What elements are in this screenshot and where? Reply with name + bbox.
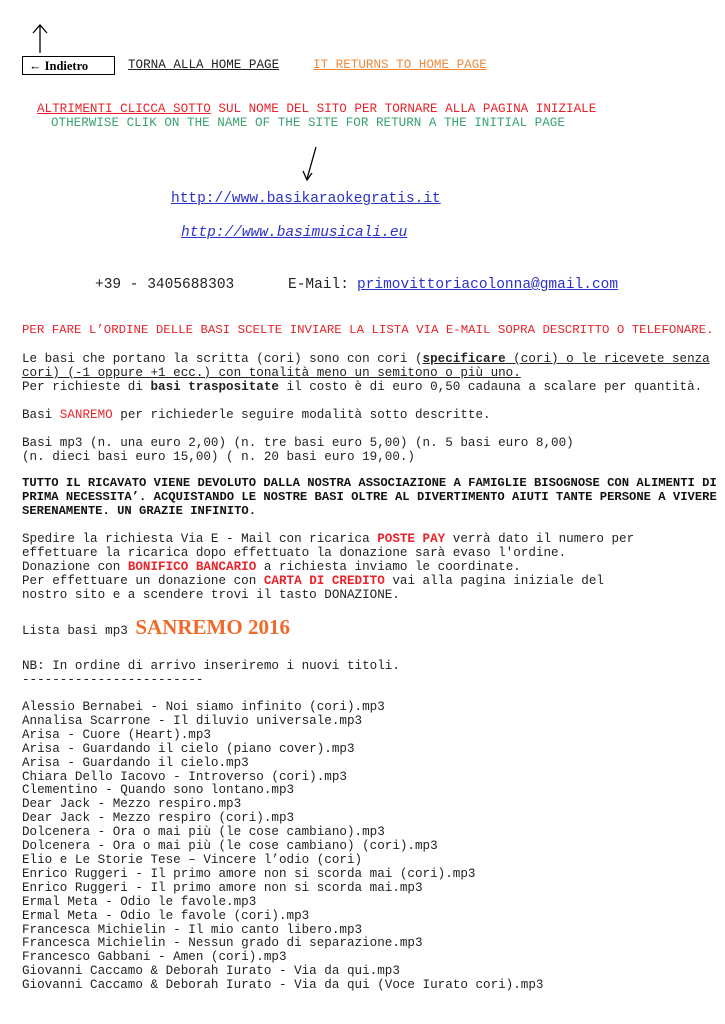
cori-text-b: (cori) o le ricevete senza: [505, 352, 710, 366]
transp-bold: basi traspositate: [150, 380, 279, 394]
up-arrow-icon: [30, 22, 50, 54]
list-item: Enrico Ruggeri - Il primo amore non si scorda mai.mp3: [22, 880, 423, 895]
transp-b: il costo è di euro 0,50 cadauna a scalare per quantità.: [278, 380, 703, 394]
list-item: Arisa - Cuore (Heart).mp3: [22, 727, 211, 742]
charity-line1: TUTTO IL RICAVATO VIENE DEVOLUTO DALLA NOSTRA ASSOCIAZIONE A FAMIGLIE BISOGNOSE CON ALIMENTI DI: [22, 476, 717, 490]
list-item: Alessio Bernabei - Noi siamo infinito (cori).mp3: [22, 700, 385, 714]
prices-line1: Basi mp3 (n. una euro 2,00) (n. tre basi euro 5,00) (n. 5 basi euro 8,00): [22, 436, 574, 450]
sanremo-red: SANREMO: [59, 408, 113, 422]
sanremo-title: SANREMO 2016: [135, 615, 290, 639]
list-item: Ermal Meta - Odio le favole.mp3: [22, 894, 257, 909]
phone-number: +39 - 3405688303: [95, 277, 235, 293]
bonifico-bold: BONIFICO BANCARIO: [127, 560, 257, 574]
cc-b: vai alla pagina iniziale del: [384, 574, 604, 588]
list-item: Francesco Gabbani - Amen (cori).mp3: [22, 950, 287, 965]
list-item: Francesca Michielin - Nessun grado di separazione.mp3: [22, 936, 423, 951]
transp-a: Per richieste di: [22, 380, 151, 394]
down-arrow-icon: [300, 145, 322, 183]
home-link-en[interactable]: IT RETURNS TO HOME PAGE: [313, 58, 487, 72]
bonifico-line: [22, 561, 521, 575]
list-item: Francesca Michielin - Il mio canto libero.mp3: [22, 922, 363, 937]
back-button[interactable]: ← Indietro: [22, 56, 115, 75]
list-item: Annalisa Scarrone - Il diluvio universale.mp3: [22, 713, 363, 728]
list-item: Enrico Ruggeri - Il primo amore non si scorda mai (cori).mp3: [22, 866, 476, 881]
instruction-it-rest: SUL NOME DEL SITO PER TORNARE ALLA PAGINA INIZIALE: [210, 102, 597, 116]
instruction-it-underlined: ALTRIMENTI CLICCA SOTTO: [37, 102, 211, 116]
transposed-info: [22, 381, 702, 395]
email-link[interactable]: primovittoriacolonna@gmail.com: [357, 277, 619, 293]
specificare-bold: specificare: [422, 352, 506, 366]
list-item: Dear Jack - Mezzo respiro (cori).mp3: [22, 811, 295, 826]
list-item: Giovanni Caccamo & Deborah Iurato - Via da qui (Voce Iurato cori).mp3: [22, 978, 544, 993]
list-header: [22, 615, 290, 640]
nb-note: NB: In ordine di arrivo inseriremo i nuovi titoli.: [22, 659, 400, 673]
email-label: E-Mail:: [288, 277, 349, 293]
site-link-basikaraokegratis[interactable]: http://www.basikaraokegratis.it: [171, 191, 441, 207]
cori-info-line1: [22, 353, 710, 367]
song-list: [22, 701, 543, 993]
charity-line2: PRIMA NECESSITA’. ACQUISTANDO LE NOSTRE BASI OLTRE AL DIVERTIMENTO AIUTI TANTE PERSONE A VIVERE: [22, 490, 717, 504]
prices-line2: (n. dieci basi euro 15,00) ( n. 20 basi euro 19,00.): [22, 450, 415, 464]
postepay-bold: POSTE PAY: [377, 532, 446, 546]
carta-credito-bold: CARTA DI CREDITO: [263, 574, 385, 588]
cc-line1: [22, 575, 604, 589]
sanremo-a: Basi: [22, 408, 60, 422]
site-link-basimusicali[interactable]: http://www.basimusicali.eu: [181, 225, 408, 241]
pp-a: Spedire la richiesta Via E - Mail con ricarica: [22, 532, 378, 546]
sanremo-info: [22, 409, 491, 423]
list-item: Giovanni Caccamo & Deborah Iurato - Via da qui.mp3: [22, 964, 400, 979]
cori-info-line2: [22, 367, 521, 381]
instruction-it: [37, 102, 596, 116]
separator: ------------------------: [22, 673, 204, 687]
postepay-line2: effettuare la ricarica dopo effettuato la donazione sarà evaso l'ordine.: [22, 546, 567, 560]
list-item: Chiara Dello Iacovo - Introverso (cori).mp3: [22, 769, 347, 784]
instruction-en: OTHERWISE CLIK ON THE NAME OF THE SITE FOR RETURN A THE INITIAL PAGE: [51, 116, 565, 130]
list-item: Clementino - Quando sono lontano.mp3: [22, 783, 295, 798]
list-item: Dolcenera - Ora o mai più (le cose cambiano) (cori).mp3: [22, 839, 438, 854]
home-link-it[interactable]: TORNA ALLA HOME PAGE: [128, 58, 280, 72]
list-item: Ermal Meta - Odio le favole (cori).mp3: [22, 908, 310, 923]
bb-b: a richiesta inviamo le coordinate.: [256, 560, 521, 574]
list-item: Arisa - Guardando il cielo (piano cover).mp3: [22, 741, 355, 756]
charity-line3: SERENAMENTE. UN GRAZIE INFINITO.: [22, 504, 257, 518]
list-item: Dear Jack - Mezzo respiro.mp3: [22, 797, 242, 812]
list-item: Arisa - Guardando il cielo.mp3: [22, 755, 249, 770]
postepay-line1: [22, 533, 634, 547]
order-notice: PER FARE L’ORDINE DELLE BASI SCELTE INVIARE LA LISTA VIA E-MAIL SOPRA DESCRITTO O TELEFONARE.: [22, 323, 714, 337]
cc-line2: nostro sito e a scendere trovi il tasto DONAZIONE.: [22, 588, 400, 602]
pp-b: verrà dato il numero per: [445, 532, 635, 546]
list-item: Dolcenera - Ora o mai più (le cose cambiano).mp3: [22, 825, 385, 840]
cori-text-a: Le basi che portano la scritta (cori) sono con cori (: [22, 352, 423, 366]
cori-line2-text: cori) (-1 oppure +1 ecc.) con tonalità meno un semitono o più uno.: [22, 366, 521, 380]
list-label: Lista basi mp3: [22, 624, 136, 638]
bb-a: Donazione con: [22, 560, 128, 574]
sanremo-b: per richiederle seguire modalità sotto descritte.: [112, 408, 491, 422]
cc-a: Per effettuare un donazione con: [22, 574, 264, 588]
list-item: Elio e Le Storie Tese – Vincere l’odio (cori): [22, 852, 363, 867]
